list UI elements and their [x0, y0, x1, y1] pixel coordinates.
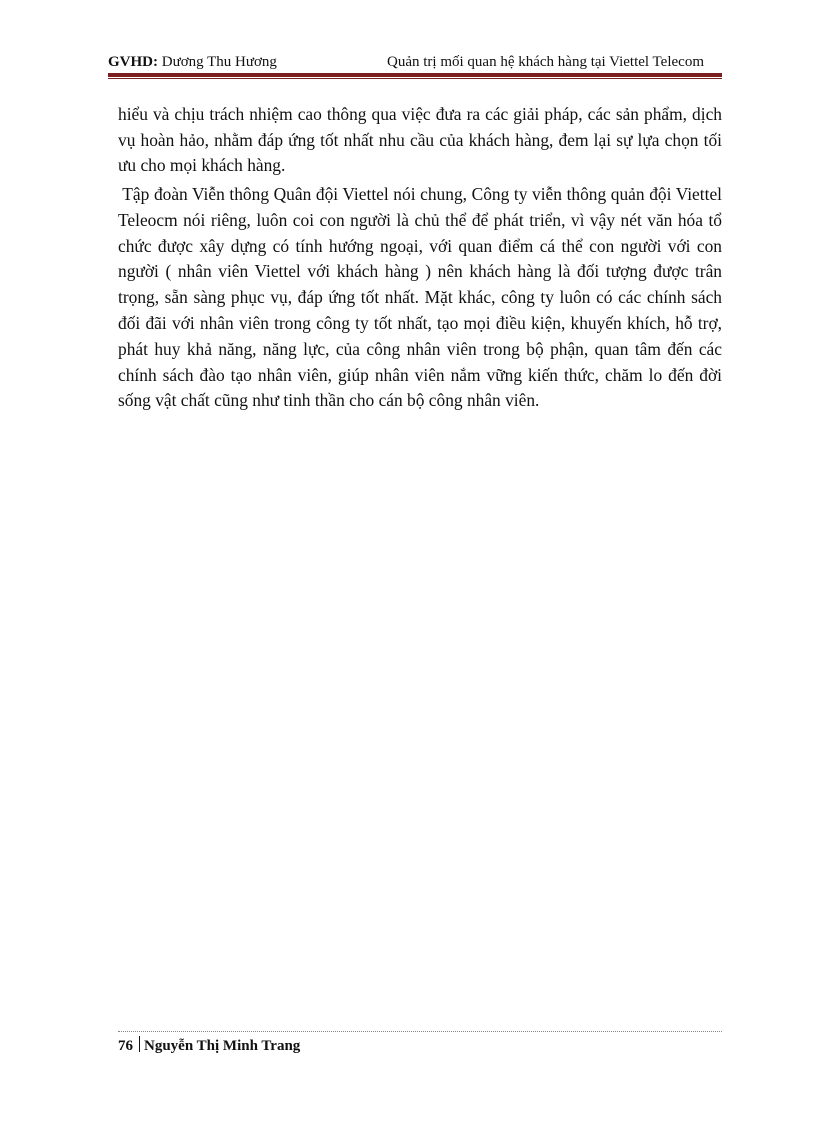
body-text — [118, 102, 722, 183]
header-supervisor-name: Dương Thu Hương — [161, 54, 277, 70]
page-number: 76 — [118, 1038, 133, 1054]
footer-separator — [139, 1036, 140, 1052]
header-rule — [108, 73, 722, 77]
footer-rule — [118, 1031, 722, 1032]
footer-author: Nguyễn Thị Minh Trang — [144, 1038, 301, 1054]
page-footer — [118, 1036, 300, 1055]
header-supervisor — [108, 54, 277, 71]
page-header — [108, 52, 722, 74]
paragraph-viettel-culture-text: Tập đoàn Viễn thông Quân đội Viettel nói chung, Công ty viễn thông quản đội Viettel Teleocm nói riêng, luôn coi con người là chủ thể để phát triển, vì vậy nét văn hóa tổ chức được xây dựng có tính hướng ngoại, với quan điểm cá thể con người với con người ( nhân viên Viettel với khách hàng ) nên khách hàng là đối tượng được trân trọng, sẵn sàng phục vụ, đáp ứng tốt nhất. Mặt khác, công ty luôn có các chính sách đối đãi với nhân viên trong công ty tốt nhất, tạo mọi điều kiện, khuyến khích, hỗ trợ, phát huy khả năng, năng lực, của công nhân viên trong bộ phận, quan tâm đến các chính sách đào tạo nhân viên, giúp nhân viên nắm vững kiến thức, chăm lo đến đời sống vật chất cũng như tinh thần cho cán bộ công nhân viên. — [118, 184, 722, 411]
header-supervisor-label: GVHD: — [108, 54, 158, 70]
paragraph-continuation: hiểu và chịu trách nhiệm cao thông qua việc đưa ra các giải pháp, các sản phẩm, dịch vụ hoàn hảo, nhằm đáp ứng tốt nhất nhu cầu của khách hàng, đem lại sự lựa chọn tối ưu cho mọi khách hàng. — [118, 104, 722, 176]
header-document-title: Quản trị mối quan hệ khách hàng tại Viettel Telecom — [387, 54, 704, 70]
header-rule-thin — [108, 78, 722, 79]
paragraph-viettel-culture — [118, 182, 722, 414]
